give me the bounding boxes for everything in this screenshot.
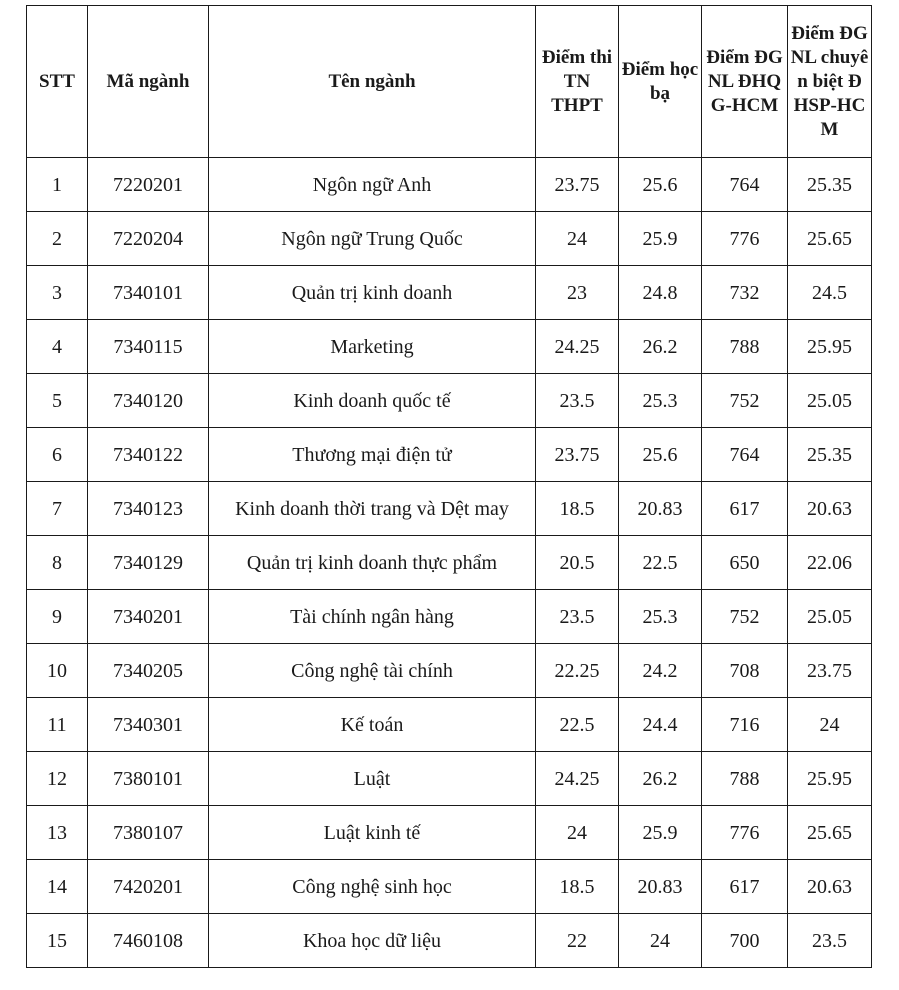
cell-ma-nganh: 7340122 [88,428,209,482]
cell-diem-hoc-ba: 25.9 [619,212,702,266]
cell-diem-dgnl-dhsp: 25.35 [788,158,872,212]
cell-ten-nganh: Tài chính ngân hàng [209,590,536,644]
cell-ten-nganh: Khoa học dữ liệu [209,914,536,968]
cell-diem-thpt: 23 [536,266,619,320]
cell-ten-nganh: Luật kinh tế [209,806,536,860]
cell-diem-thpt: 23.75 [536,158,619,212]
cell-diem-thpt: 24.25 [536,752,619,806]
cell-diem-hoc-ba: 24 [619,914,702,968]
cell-ma-nganh: 7380101 [88,752,209,806]
cell-ma-nganh: 7460108 [88,914,209,968]
table-row [27,320,872,374]
cell-stt: 5 [27,374,88,428]
cell-diem-dgnl-hcm: 764 [702,428,788,482]
cell-diem-hoc-ba: 25.6 [619,428,702,482]
cell-diem-thpt: 18.5 [536,482,619,536]
cell-stt: 3 [27,266,88,320]
cell-diem-hoc-ba: 25.3 [619,374,702,428]
cell-diem-dgnl-dhsp: 23.5 [788,914,872,968]
cell-ma-nganh: 7340123 [88,482,209,536]
cell-diem-hoc-ba: 24.4 [619,698,702,752]
cell-diem-thpt: 23.5 [536,374,619,428]
cell-diem-thpt: 18.5 [536,860,619,914]
table-row [27,428,872,482]
cell-diem-dgnl-dhsp: 24 [788,698,872,752]
table-row [27,698,872,752]
cell-stt: 13 [27,806,88,860]
table-row [27,158,872,212]
header-diem-thpt: Điểm thi TN THPT [536,6,619,158]
cell-diem-hoc-ba: 20.83 [619,482,702,536]
cell-stt: 12 [27,752,88,806]
cell-ten-nganh: Ngôn ngữ Trung Quốc [209,212,536,266]
cell-ma-nganh: 7420201 [88,860,209,914]
cell-diem-hoc-ba: 24.2 [619,644,702,698]
table-row [27,212,872,266]
table-row [27,644,872,698]
header-stt: STT [27,6,88,158]
cell-stt: 4 [27,320,88,374]
cell-diem-hoc-ba: 25.3 [619,590,702,644]
cell-diem-thpt: 22.25 [536,644,619,698]
table-row [27,914,872,968]
cell-ma-nganh: 7340205 [88,644,209,698]
cell-diem-thpt: 24 [536,806,619,860]
header-diem-dgnl-dhsp: Điểm ĐGNL chuyên biệt ĐHSP-HCM [788,6,872,158]
cell-stt: 14 [27,860,88,914]
cell-ma-nganh: 7380107 [88,806,209,860]
cell-diem-dgnl-dhsp: 25.35 [788,428,872,482]
cell-ten-nganh: Marketing [209,320,536,374]
table-row [27,860,872,914]
table-row [27,752,872,806]
cell-diem-thpt: 20.5 [536,536,619,590]
cell-diem-dgnl-hcm: 732 [702,266,788,320]
cell-diem-thpt: 22.5 [536,698,619,752]
table-row [27,374,872,428]
cell-diem-hoc-ba: 24.8 [619,266,702,320]
cell-diem-dgnl-hcm: 764 [702,158,788,212]
cell-diem-dgnl-dhsp: 22.06 [788,536,872,590]
cell-diem-hoc-ba: 26.2 [619,752,702,806]
cell-ten-nganh: Thương mại điện tử [209,428,536,482]
cell-ten-nganh: Quản trị kinh doanh thực phẩm [209,536,536,590]
cell-ten-nganh: Kinh doanh thời trang và Dệt may [209,482,536,536]
cell-diem-dgnl-hcm: 617 [702,860,788,914]
cell-diem-hoc-ba: 25.9 [619,806,702,860]
cell-diem-dgnl-dhsp: 20.63 [788,482,872,536]
cell-ma-nganh: 7340301 [88,698,209,752]
cell-diem-thpt: 23.75 [536,428,619,482]
cell-diem-hoc-ba: 25.6 [619,158,702,212]
header-diem-hoc-ba: Điểm học bạ [619,6,702,158]
cell-stt: 6 [27,428,88,482]
cell-stt: 2 [27,212,88,266]
admission-scores-table [26,5,872,968]
cell-diem-dgnl-hcm: 708 [702,644,788,698]
cell-diem-dgnl-dhsp: 25.65 [788,806,872,860]
cell-diem-dgnl-hcm: 650 [702,536,788,590]
table-row [27,590,872,644]
cell-diem-dgnl-dhsp: 24.5 [788,266,872,320]
cell-diem-thpt: 24 [536,212,619,266]
cell-ma-nganh: 7340101 [88,266,209,320]
cell-ten-nganh: Kinh doanh quốc tế [209,374,536,428]
cell-ten-nganh: Luật [209,752,536,806]
cell-ma-nganh: 7220201 [88,158,209,212]
cell-diem-thpt: 24.25 [536,320,619,374]
cell-diem-hoc-ba: 20.83 [619,860,702,914]
cell-diem-hoc-ba: 26.2 [619,320,702,374]
cell-stt: 7 [27,482,88,536]
cell-stt: 9 [27,590,88,644]
cell-diem-dgnl-hcm: 752 [702,590,788,644]
cell-diem-thpt: 23.5 [536,590,619,644]
cell-ten-nganh: Ngôn ngữ Anh [209,158,536,212]
table-row [27,266,872,320]
cell-diem-dgnl-hcm: 776 [702,212,788,266]
cell-ten-nganh: Kế toán [209,698,536,752]
cell-ma-nganh: 7340129 [88,536,209,590]
cell-diem-dgnl-hcm: 716 [702,698,788,752]
cell-stt: 8 [27,536,88,590]
cell-diem-dgnl-hcm: 776 [702,806,788,860]
cell-diem-dgnl-hcm: 788 [702,752,788,806]
cell-diem-dgnl-dhsp: 25.65 [788,212,872,266]
cell-stt: 10 [27,644,88,698]
cell-diem-dgnl-hcm: 752 [702,374,788,428]
cell-diem-dgnl-dhsp: 23.75 [788,644,872,698]
cell-diem-dgnl-hcm: 700 [702,914,788,968]
table-row [27,536,872,590]
cell-diem-dgnl-dhsp: 25.95 [788,320,872,374]
header-ma-nganh: Mã ngành [88,6,209,158]
cell-stt: 15 [27,914,88,968]
cell-diem-dgnl-dhsp: 25.05 [788,374,872,428]
table-row [27,806,872,860]
cell-ma-nganh: 7340201 [88,590,209,644]
cell-ma-nganh: 7220204 [88,212,209,266]
cell-diem-dgnl-dhsp: 25.05 [788,590,872,644]
header-ten-nganh: Tên ngành [209,6,536,158]
cell-diem-dgnl-hcm: 788 [702,320,788,374]
cell-ten-nganh: Công nghệ sinh học [209,860,536,914]
cell-diem-dgnl-hcm: 617 [702,482,788,536]
table-row [27,482,872,536]
cell-diem-dgnl-dhsp: 20.63 [788,860,872,914]
header-diem-dgnl-hcm: Điểm ĐGNL ĐHQG-HCM [702,6,788,158]
cell-diem-dgnl-dhsp: 25.95 [788,752,872,806]
cell-stt: 1 [27,158,88,212]
cell-diem-thpt: 22 [536,914,619,968]
cell-ma-nganh: 7340120 [88,374,209,428]
cell-diem-hoc-ba: 22.5 [619,536,702,590]
table-body [27,158,872,968]
cell-stt: 11 [27,698,88,752]
cell-ten-nganh: Công nghệ tài chính [209,644,536,698]
cell-ma-nganh: 7340115 [88,320,209,374]
cell-ten-nganh: Quản trị kinh doanh [209,266,536,320]
header-row [27,6,872,158]
